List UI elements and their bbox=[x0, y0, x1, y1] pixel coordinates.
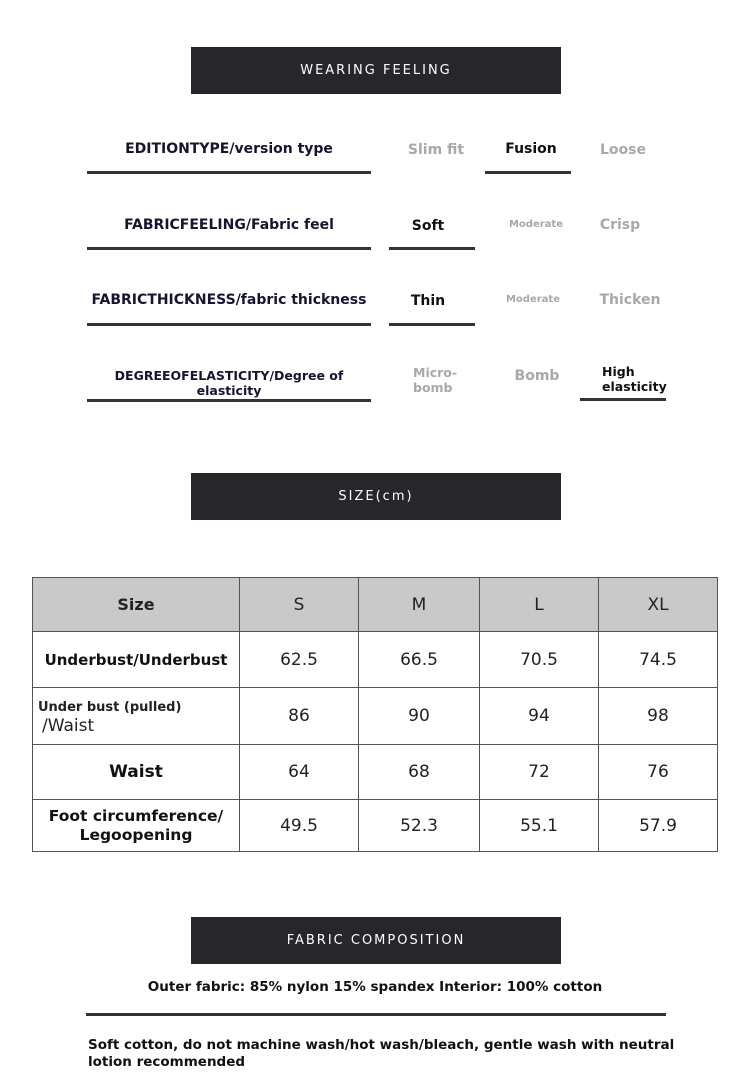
table-row bbox=[33, 800, 718, 852]
row-label-underbust: Underbust/Underbust bbox=[33, 632, 240, 688]
size-title: SIZE(cm) bbox=[338, 489, 414, 504]
option-bomb: Bomb bbox=[514, 368, 560, 384]
table-cell: 98 bbox=[599, 688, 718, 745]
table-cell: 52.3 bbox=[359, 800, 480, 852]
table-cell: 64 bbox=[240, 745, 359, 800]
wearing-feeling-title: WEARING FEELING bbox=[300, 63, 452, 78]
size-banner bbox=[191, 473, 561, 520]
fabric-composition-banner bbox=[191, 917, 561, 964]
feeling-label: DEGREEOFELASTICITY/Degree of elasticity bbox=[114, 368, 344, 398]
table-cell: 76 bbox=[599, 745, 718, 800]
composition-divider bbox=[86, 1013, 666, 1016]
option-high-elasticity-selected: High elasticity bbox=[602, 364, 667, 394]
option-soft-selected: Soft bbox=[411, 218, 445, 234]
table-cell: 86 bbox=[240, 688, 359, 745]
table-cell: 72 bbox=[480, 745, 599, 800]
option-fusion-selected: Fusion bbox=[505, 141, 557, 157]
feeling-label: FABRICTHICKNESS/fabric thickness bbox=[91, 292, 367, 308]
feeling-row-version-type bbox=[0, 130, 750, 190]
size-header-cell: Size bbox=[33, 578, 240, 632]
size-header-row bbox=[33, 578, 718, 632]
option-thicken: Thicken bbox=[599, 292, 661, 308]
option-loose: Loose bbox=[600, 142, 646, 158]
selected-underline bbox=[389, 323, 475, 326]
table-row bbox=[33, 632, 718, 688]
feeling-label: FABRICFEELING/Fabric feel bbox=[124, 217, 334, 233]
table-cell: 55.1 bbox=[480, 800, 599, 852]
table-cell: 49.5 bbox=[240, 800, 359, 852]
table-cell: 57.9 bbox=[599, 800, 718, 852]
size-header-l: L bbox=[480, 578, 599, 632]
table-cell: 94 bbox=[480, 688, 599, 745]
selected-underline bbox=[485, 171, 571, 174]
selected-underline bbox=[580, 398, 666, 401]
table-row bbox=[33, 745, 718, 800]
feeling-underline bbox=[87, 171, 371, 174]
row-label-waist: Waist bbox=[33, 745, 240, 800]
row-label-bold: Under bust (pulled) bbox=[38, 700, 182, 715]
feeling-underline bbox=[87, 323, 371, 326]
table-cell: 90 bbox=[359, 688, 480, 745]
table-cell: 62.5 bbox=[240, 632, 359, 688]
composition-text: Outer fabric: 85% nylon 15% spandex Interior: 100% cotton bbox=[147, 979, 603, 995]
table-cell: 66.5 bbox=[359, 632, 480, 688]
option-slim-fit: Slim fit bbox=[407, 142, 465, 158]
option-moderate: Moderate bbox=[508, 219, 563, 230]
care-instructions: Soft cotton, do not machine wash/hot wash/bleach, gentle wash with neutral lotion recommended bbox=[88, 1037, 675, 1070]
row-label-rest: /Waist bbox=[42, 716, 95, 736]
row-label-under-bust-waist bbox=[33, 688, 240, 745]
fabric-composition-title: FABRIC COMPOSITION bbox=[286, 933, 466, 948]
size-table bbox=[32, 577, 718, 852]
selected-underline bbox=[389, 247, 475, 250]
feeling-underline bbox=[87, 247, 371, 250]
size-header-m: M bbox=[359, 578, 480, 632]
wearing-feeling-banner bbox=[191, 47, 561, 94]
option-thin-selected: Thin bbox=[410, 293, 446, 309]
feeling-label: EDITIONTYPE/version type bbox=[125, 141, 333, 157]
table-cell: 74.5 bbox=[599, 632, 718, 688]
option-moderate: Moderate bbox=[505, 294, 560, 305]
feeling-row-fabric-thickness bbox=[0, 282, 750, 342]
row-label-foot-circumference: Foot circumference/ Legoopening bbox=[33, 800, 240, 852]
table-cell: 70.5 bbox=[480, 632, 599, 688]
option-crisp: Crisp bbox=[599, 217, 641, 233]
table-row bbox=[33, 688, 718, 745]
feeling-row-fabric-feel bbox=[0, 206, 750, 266]
feeling-row-elasticity bbox=[0, 358, 750, 418]
size-header-xl: XL bbox=[599, 578, 718, 632]
feeling-underline bbox=[87, 399, 371, 402]
table-cell: 68 bbox=[359, 745, 480, 800]
size-header-s: S bbox=[240, 578, 359, 632]
option-micro-bomb: Micro- bomb bbox=[413, 365, 458, 395]
